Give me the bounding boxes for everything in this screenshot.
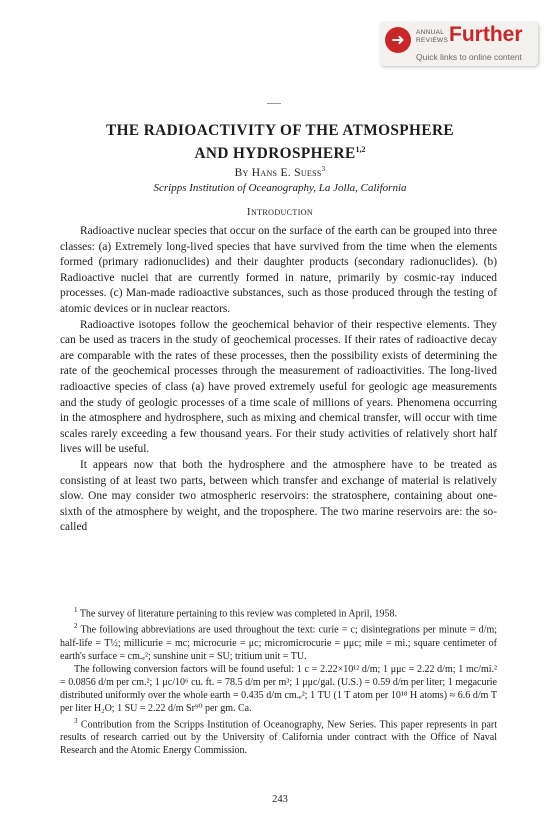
arrow-icon: ➜ (385, 27, 411, 53)
article-title-line1 (0, 121, 560, 140)
footnote-text: The survey of literature pertaining to this review was completed in April, 1958. (79, 608, 397, 620)
further-badge[interactable] (380, 22, 538, 66)
footnote (60, 604, 497, 620)
header-rule (267, 103, 281, 104)
title-text-1: THE RADIOACTIVITY OF THE ATMOSPHERE (105, 122, 455, 139)
article-title-line2 (0, 140, 560, 163)
footnote-text: The following abbreviations are used throughout the text: curie = c; disintegrations per minute = d/m; half-life = T½; millicurie = mc; microcurie = μc; micromicrocurie = μμc; mile = mi.; square centimeter of earth's surface = cm.ₑ²; sunshine unit = SU; tritium unit = TU. (60, 624, 497, 662)
affiliation: Scripps Institution of Oceanography, La Jolla, California (153, 182, 407, 194)
footnote (60, 663, 497, 715)
brand-line1: ANNUAL (416, 29, 445, 36)
footnote-mark: 3 (74, 716, 78, 725)
further-subtitle: Quick links to online content (416, 52, 522, 62)
footnotes (60, 604, 497, 757)
annual-reviews-logo (416, 29, 448, 44)
further-label: Further (449, 23, 523, 46)
footnote-mark: 2 (74, 622, 78, 631)
page-number: 243 (272, 794, 288, 805)
author-name: By Hans E. Suess (234, 166, 322, 179)
footnote-text: Contribution from the Scripps Institution of Oceanography, New Series. This paper represents in part results of research carried out by the University of California under contract with the Office of Naval Research and the Atomic Energy Commission. (60, 718, 497, 756)
paragraph: It appears now that both the hydrosphere and the atmosphere have to be treated as consisting of at least two parts, between which transfer and exchange of material is relatively slow. One may consider two atmospheric reservoirs: the stratosphere, containing about one-sixth of the atmosphere by weight, and the troposphere. The two marine reservoirs are: the so-called (60, 458, 497, 534)
footnote (60, 620, 497, 662)
paragraph: Radioactive nuclear species that occur on the surface of the earth can be grouped into three classes: (a) Extremely long-lived species that have survived from the time when the elements formed (primary radionuclides) and their daughter products (secondary radionuclides). (b) Radioactive nuclei that are currently formed in nature, primarily by cosmic-ray induced processes. (c) Man-made radioactive substances, such as those produced through the testing of atomic devices or in nuclear reactors. (60, 225, 497, 315)
author-line (0, 165, 560, 179)
author-footnote-mark: 3 (321, 165, 326, 173)
section-heading: Introduction (246, 206, 314, 218)
title-footnote-mark: 1,2 (355, 145, 366, 154)
footnote (60, 715, 497, 757)
brand-line2: REVIEWS (416, 36, 449, 44)
paragraph: Radioactive isotopes follow the geochemical behavior of their respective elements. They can be used as tracers in the study of geochemical processes. If their rates of radioactive decay are comparable with the rates of these processes, then the possibility exists of determining the rate of the geochemical processes through the measurement of radioactivities. The long-lived radioactive species of class (a) have proved extremely useful for geologic age measurements and the study of geologic processes of a time scale of millions of years. Phenomena occurring in the atmosphere and hydrosphere, such as mixing and chemical transfer, will occur with time scales rarely exceeding a few thousand years. For their study activities of relatively short half lives will be useful. (60, 318, 497, 456)
footnote-mark: 1 (74, 606, 78, 614)
footnote-text: The following conversion factors will be found useful: 1 c = 2.22×10¹² d/m; 1 μμc = 2.22 d/m; 1 mc/mi.² = 0.0856 d/m per cm.²; 1 μc/10⁶ cu. ft. = 78.5 d/m per m³; 1 μμc/gal. (U.S.) = 0.59 d/m per liter; 1 megacurie distributed uniformly over the whole earth = 0.435 d/m cm.ₑ²; 1 TU (1 T atom per 10¹⁸ H atoms) ≈ 6.6 d/m T per liter H₂O; 1 SU = 2.22 d/m Sr⁹⁰ per gm. Ca. (60, 663, 497, 714)
title-text-2: AND HYDROSPHERE (194, 145, 356, 162)
article-body (60, 224, 497, 536)
